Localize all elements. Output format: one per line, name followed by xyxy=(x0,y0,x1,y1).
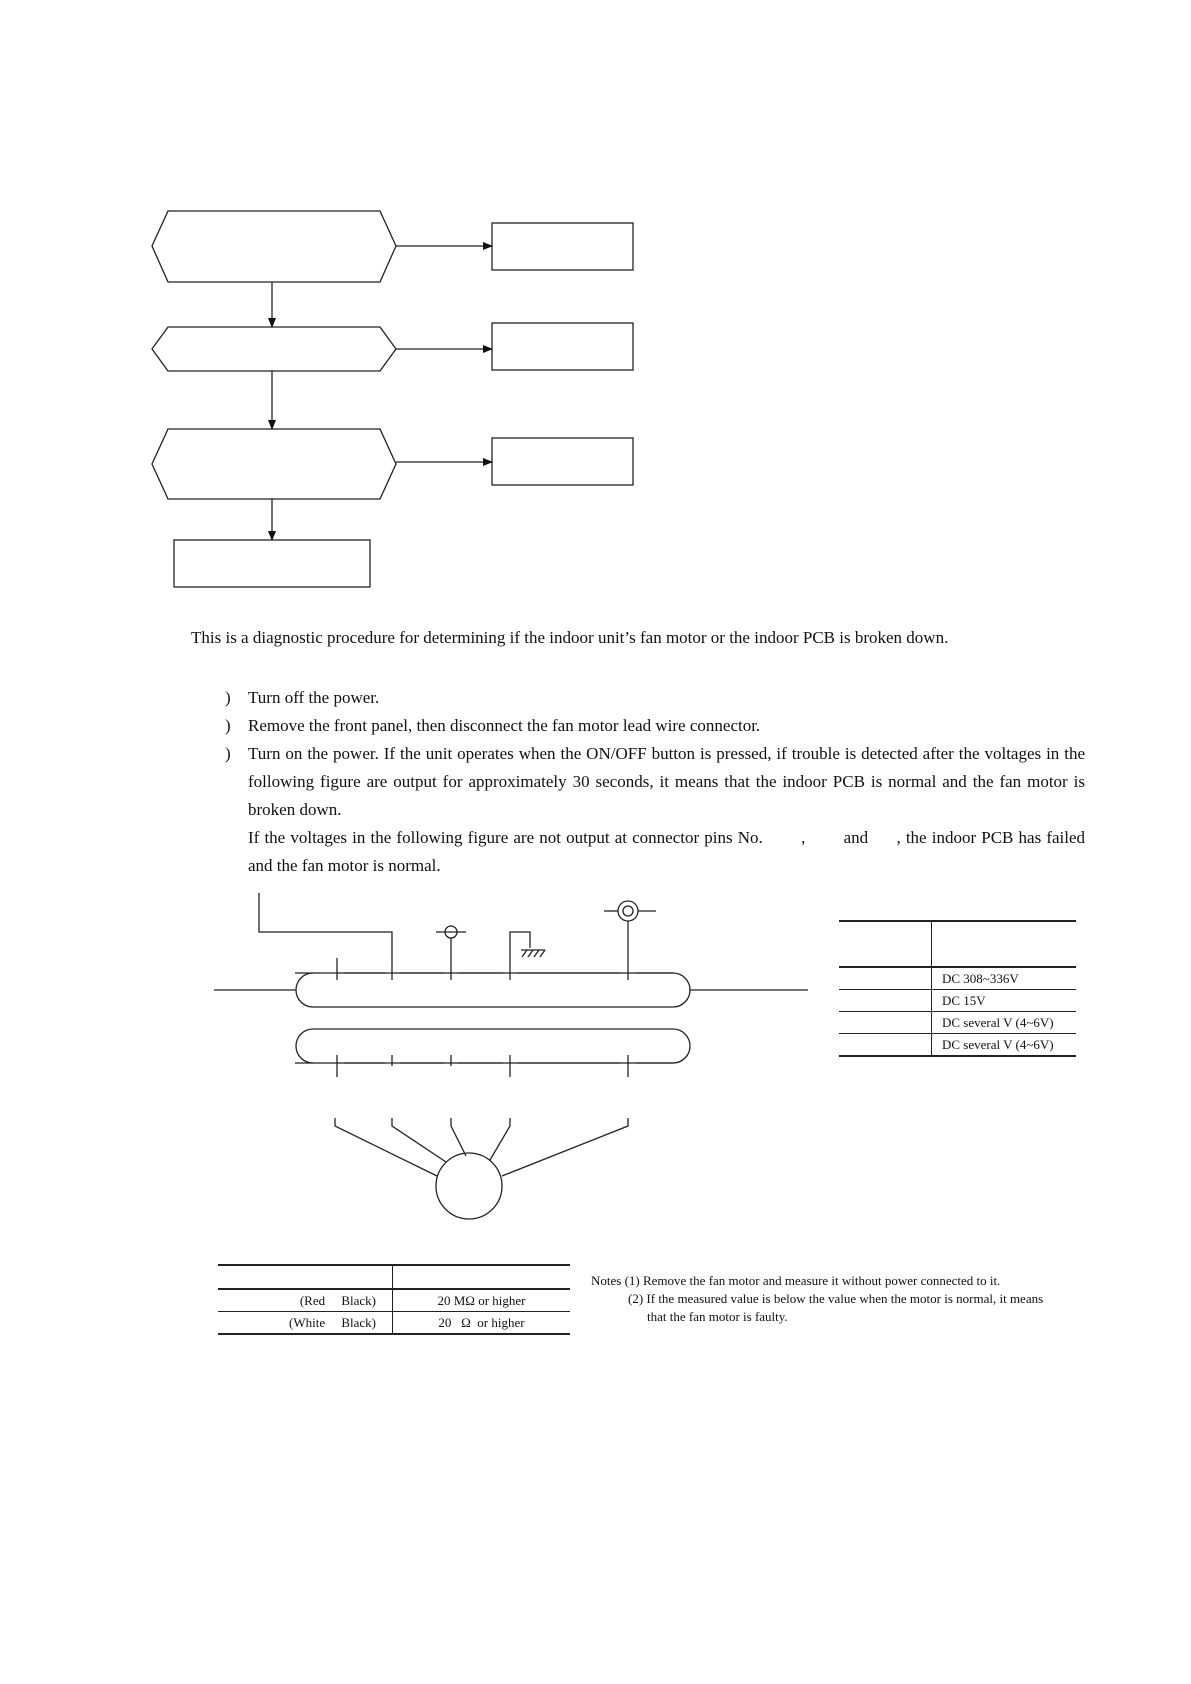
pin-cell xyxy=(839,990,932,1012)
step-marker: ) xyxy=(225,716,231,735)
result-box-2 xyxy=(492,323,633,370)
ground-icon xyxy=(521,950,545,957)
lead-pair-cell: (Red Black) xyxy=(218,1289,393,1312)
motor-lead-3 xyxy=(451,1118,466,1156)
voltage-cell: DC several V (4~6V) xyxy=(932,1012,1077,1034)
step-marker: ) xyxy=(225,744,231,763)
lead-pair-cell: (White Black) xyxy=(218,1312,393,1335)
pin-separator: and xyxy=(843,828,869,847)
decision-box-1 xyxy=(152,211,396,282)
flowchart xyxy=(0,0,1191,620)
step-text: Remove the front panel, then disconnect the fan motor lead wire connector. xyxy=(248,716,761,735)
note-2-continued: that the fan motor is faulty. xyxy=(647,1309,788,1324)
step-3 xyxy=(225,740,1085,824)
table-row xyxy=(218,1289,570,1312)
resistance-table xyxy=(218,1264,570,1335)
motor-lead-4 xyxy=(490,1118,510,1160)
table-row xyxy=(839,990,1076,1012)
table-header-row xyxy=(218,1265,570,1289)
step-1 xyxy=(225,684,1085,712)
table-row xyxy=(839,1012,1076,1034)
decision-box-2 xyxy=(152,327,396,371)
table-header-cell xyxy=(218,1265,393,1289)
resistance-cell: 20 MΩ or higher xyxy=(393,1289,571,1312)
intro-text: This is a diagnostic procedure for determining if the indoor unit’s fan motor or the indoor PCB is broken down. xyxy=(191,628,949,647)
motor-lead-5 xyxy=(502,1118,628,1176)
power-terminal-inner-icon xyxy=(623,906,633,916)
table-row xyxy=(839,967,1076,990)
table-header-cell xyxy=(393,1265,571,1289)
result-box-3 xyxy=(492,438,633,485)
end-box xyxy=(174,540,370,587)
fan-motor-icon xyxy=(436,1153,502,1219)
control-terminal-icon xyxy=(445,926,457,938)
note-1: Notes (1) Remove the fan motor and measure it without power connected to it. xyxy=(591,1273,1001,1288)
continuation-text-1: If the voltages in the following figure are not output at connector pins No. xyxy=(248,828,763,847)
power-terminal-outer-icon xyxy=(618,901,638,921)
step-text: Turn off the power. xyxy=(248,688,380,707)
procedure-steps xyxy=(225,684,1085,880)
notes xyxy=(591,1272,1091,1326)
motor-lead-2 xyxy=(392,1118,446,1162)
pin-cell xyxy=(839,1012,932,1034)
step-3-continuation xyxy=(225,824,1085,880)
resistance-cell: 20 Ω or higher xyxy=(393,1312,571,1335)
table-header-cell xyxy=(932,921,1077,967)
pin-cell xyxy=(839,1034,932,1057)
table-row xyxy=(839,1034,1076,1057)
pcb-connector xyxy=(296,973,690,1007)
continuation-text-2: , the indoor PCB has failed and the fan motor is normal. xyxy=(248,828,1086,875)
motor-connector xyxy=(296,1029,690,1063)
wire-to-pin-2 xyxy=(259,893,392,958)
voltage-cell: DC 15V xyxy=(932,990,1077,1012)
step-text: Turn on the power. If the unit operates when the ON/OFF button is pressed, if trouble is detected after the voltages in the following figure are output for approximately 30 seconds, it means that the indoor PCB is normal and the fan motor is broken down. xyxy=(248,744,1085,819)
pin-separator: , xyxy=(801,828,806,847)
voltage-cell: DC several V (4~6V) xyxy=(932,1034,1077,1057)
result-box-1 xyxy=(492,223,633,270)
table-row xyxy=(218,1312,570,1335)
table-header-cell xyxy=(839,921,932,967)
table-header-row xyxy=(839,921,1076,967)
motor-lead-1 xyxy=(335,1118,437,1176)
note-2: (2) If the measured value is below the value when the motor is normal, it means xyxy=(628,1291,1044,1306)
decision-box-3 xyxy=(152,429,396,499)
step-2 xyxy=(225,712,1085,740)
ground-wire xyxy=(510,932,530,958)
pin-cell xyxy=(839,967,932,990)
voltage-table xyxy=(839,920,1076,1057)
voltage-cell: DC 308~336V xyxy=(932,967,1077,990)
step-marker: ) xyxy=(225,688,231,707)
